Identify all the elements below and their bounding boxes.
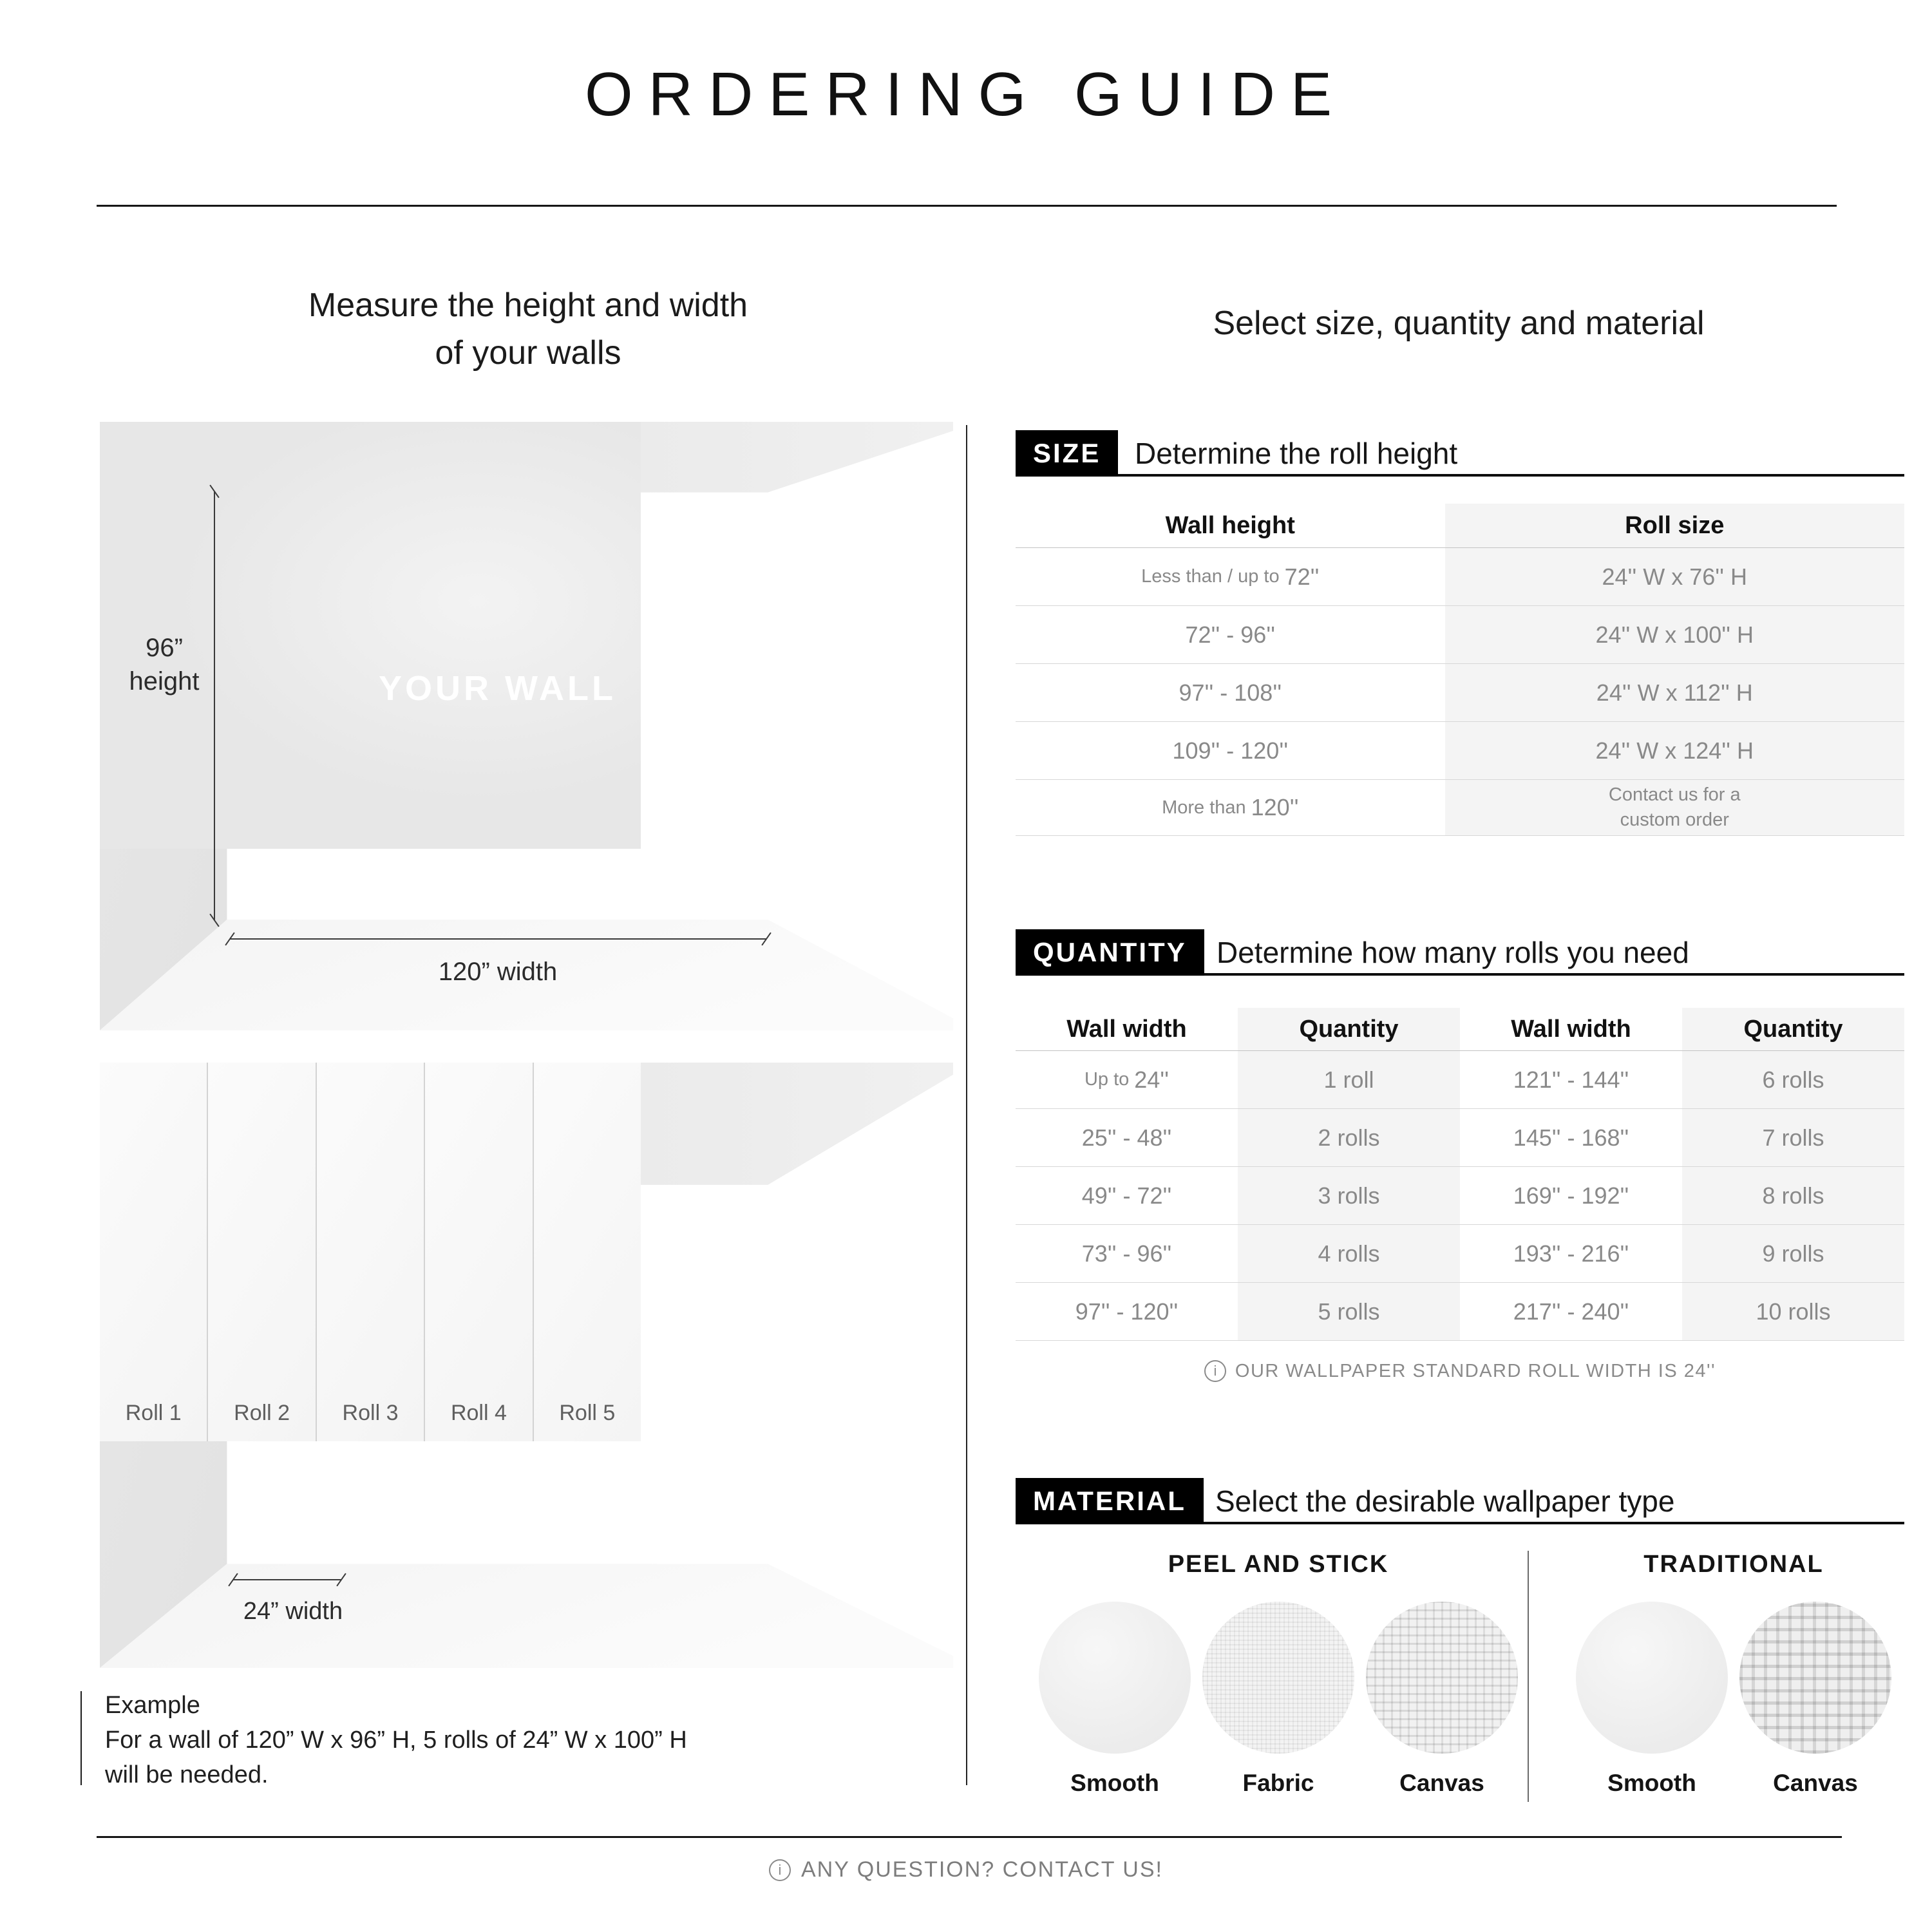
roll-5-label: Roll 5 (559, 1401, 616, 1426)
size-section-header (1016, 430, 1904, 477)
wall-width-cell: 145'' - 168'' (1513, 1124, 1629, 1151)
cell-value: 120'' (1251, 794, 1299, 820)
table-row (1016, 1225, 1904, 1283)
height-word: height (129, 667, 200, 696)
roll-width-note (1016, 1360, 1904, 1382)
peel-canvas-label: Canvas (1399, 1770, 1484, 1796)
select-heading: Select size, quantity and material (1213, 305, 1705, 342)
example-block (105, 1689, 942, 1793)
room-illustration-rolls (100, 1063, 953, 1668)
cell-value: Contact us for a custom order (1608, 784, 1741, 830)
traditional-smooth-swatch (1576, 1602, 1728, 1754)
peel-fabric-swatch (1202, 1602, 1354, 1754)
roll-panel-5 (534, 1063, 641, 1441)
peel-fabric-label: Fabric (1242, 1770, 1314, 1796)
material-subtitle: Select the desirable wallpaper type (1215, 1484, 1675, 1518)
material-badge: MATERIAL (1016, 1478, 1204, 1524)
wall-width-cell: 25'' - 48'' (1081, 1124, 1172, 1151)
wall-width-cell: 97'' - 120'' (1075, 1298, 1179, 1325)
quantity-cell: 2 rolls (1318, 1124, 1380, 1151)
header-divider (97, 205, 1837, 207)
column-divider (966, 425, 967, 1785)
quantity-section-header (1016, 929, 1904, 976)
quantity-cell: 3 rolls (1318, 1182, 1380, 1209)
quantity-cell: 1 roll (1323, 1066, 1374, 1093)
roll-3-label: Roll 3 (342, 1401, 399, 1426)
roll-panel-4 (425, 1063, 533, 1441)
measure-heading-line2: of your walls (435, 334, 621, 372)
note-text: OUR WALLPAPER STANDARD ROLL WIDTH IS 24'' (1235, 1360, 1716, 1381)
table-row (1016, 664, 1904, 722)
peel-canvas-swatch (1366, 1602, 1518, 1754)
cell-prefix: Less than / up to (1141, 566, 1280, 587)
wall-height-cell (1016, 780, 1445, 835)
cell-value: 109'' - 120'' (1172, 737, 1289, 764)
roll-1-label: Roll 1 (125, 1401, 182, 1426)
measure-heading-line1: Measure the height and width (308, 287, 748, 324)
roll-size-cell: 24'' W x 76'' H (1602, 563, 1748, 590)
quantity-cell: 10 rolls (1756, 1298, 1831, 1325)
wall-height-cell (1016, 606, 1445, 663)
quantity-cell: 7 rolls (1762, 1124, 1824, 1151)
wall-height-cell (1016, 722, 1445, 779)
size-badge: SIZE (1016, 430, 1118, 477)
info-icon: i (769, 1859, 791, 1881)
quantity-col4-header: Quantity (1743, 1015, 1843, 1043)
peel-smooth-label: Smooth (1070, 1770, 1159, 1796)
material-section-header (1016, 1478, 1904, 1524)
material-group-divider (1528, 1551, 1529, 1802)
cell-value: 72'' (1284, 563, 1320, 590)
roll-size-cell (1445, 780, 1904, 835)
measure-heading (103, 282, 953, 377)
wall-width-cell: 73'' - 96'' (1081, 1240, 1172, 1267)
roll-panel-3 (317, 1063, 425, 1441)
table-row (1016, 606, 1904, 664)
cell-value: 97'' - 108'' (1179, 679, 1282, 706)
traditional-canvas-label: Canvas (1773, 1770, 1858, 1796)
your-wall-text: YOUR WALL (378, 668, 616, 708)
quantity-cell: 4 rolls (1318, 1240, 1380, 1267)
quantity-col1-header: Wall width (1066, 1015, 1187, 1043)
page-title: ORDERING GUIDE (584, 60, 1348, 129)
wall-height-cell (1016, 548, 1445, 605)
size-subtitle: Determine the roll height (1135, 437, 1458, 470)
room2-back-wall (100, 1063, 641, 1441)
wall-width-cell: 193'' - 216'' (1513, 1240, 1629, 1267)
example-title: Example (105, 1692, 200, 1719)
table-row (1016, 722, 1904, 780)
roll-size-cell: 24'' W x 100'' H (1595, 621, 1754, 648)
footer-divider (97, 1836, 1842, 1838)
roll-panel-2 (208, 1063, 316, 1441)
table-row (1016, 1051, 1904, 1109)
width-dimension-line (230, 938, 766, 940)
quantity-cell: 6 rolls (1762, 1066, 1824, 1093)
wall-width-cell (1016, 1051, 1238, 1108)
roll-panel-1 (100, 1063, 208, 1441)
wall-width-cell: 121'' - 144'' (1513, 1066, 1629, 1093)
roll-2-label: Roll 2 (234, 1401, 290, 1426)
quantity-badge: QUANTITY (1016, 929, 1204, 976)
quantity-cell: 8 rolls (1762, 1182, 1824, 1209)
roll-width-dimension-line (233, 1579, 341, 1580)
cell-value: 24'' (1134, 1066, 1170, 1093)
table-row (1016, 1167, 1904, 1225)
example-left-border (80, 1691, 82, 1785)
peel-smooth-swatch (1039, 1602, 1191, 1754)
wall-width-cell: 169'' - 192'' (1513, 1182, 1629, 1209)
roll-size-cell: 24'' W x 112'' H (1596, 679, 1753, 706)
roll-width-dimension-label: 24” width (243, 1598, 343, 1625)
size-col1-header: Wall height (1165, 511, 1295, 539)
size-table (1016, 504, 1904, 836)
width-dimension-label: 120” width (438, 958, 558, 986)
height-value: 96” (146, 634, 183, 662)
quantity-table-header-row (1016, 1008, 1904, 1051)
cell-prefix: Up to (1084, 1069, 1130, 1090)
traditional-canvas-swatch (1739, 1602, 1891, 1754)
example-line1: For a wall of 120” W x 96” H, 5 rolls of 24” W x 100” H (105, 1726, 687, 1754)
traditional-heading: TRADITIONAL (1643, 1551, 1824, 1578)
quantity-cell: 9 rolls (1762, 1240, 1824, 1267)
wall-width-cell: 49'' - 72'' (1081, 1182, 1172, 1209)
size-col2-header: Roll size (1625, 511, 1725, 539)
footer (0, 1857, 1932, 1882)
roll-size-cell: 24'' W x 124'' H (1595, 737, 1754, 764)
cell-value: 72'' - 96'' (1185, 621, 1276, 648)
wall-width-cell: 217'' - 240'' (1513, 1298, 1629, 1325)
table-row (1016, 1109, 1904, 1167)
wall-height-cell (1016, 664, 1445, 721)
example-line2: will be needed. (105, 1761, 269, 1788)
roll-4-label: Roll 4 (450, 1401, 507, 1426)
footer-note: ANY QUESTION? CONTACT US! (801, 1857, 1163, 1882)
quantity-col2-header: Quantity (1299, 1015, 1399, 1043)
quantity-subtitle: Determine how many rolls you need (1217, 936, 1689, 969)
size-table-header-row (1016, 504, 1904, 548)
peel-and-stick-heading: PEEL AND STICK (1168, 1551, 1389, 1578)
room-illustration-your-wall (100, 422, 953, 1030)
table-row (1016, 1283, 1904, 1341)
quantity-table (1016, 1008, 1904, 1341)
quantity-cell: 5 rolls (1318, 1298, 1380, 1325)
height-dimension-label (106, 631, 222, 1030)
info-icon: i (1204, 1360, 1226, 1382)
table-row (1016, 548, 1904, 606)
table-row (1016, 780, 1904, 836)
quantity-col3-header: Wall width (1511, 1015, 1631, 1043)
cell-prefix: More than (1162, 797, 1246, 818)
traditional-smooth-label: Smooth (1607, 1770, 1696, 1796)
